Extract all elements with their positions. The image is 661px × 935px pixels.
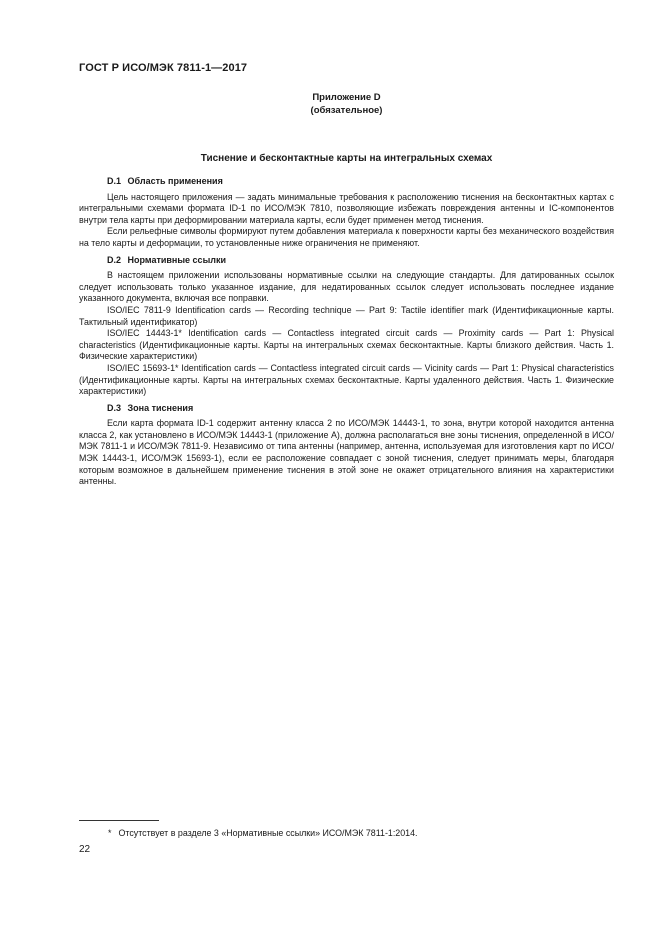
- document-body: [79, 176, 614, 488]
- annex-heading: [0, 92, 661, 117]
- section-heading-d3: [79, 403, 614, 415]
- annex-doc-title: [0, 153, 661, 164]
- footnote-mark: *: [108, 828, 112, 838]
- annex-title: Приложение D: [312, 92, 381, 103]
- section-number: D.2: [107, 254, 122, 265]
- section-title: Нормативные ссылки: [127, 254, 227, 265]
- reference-item: ISO/IEC 15693-1* Identification cards — Contactless integrated circuit cards — Vicinity cards — Part 1: Physical characteristics (Идентификационные карты. Карты на интегральных схемах бесконтактные. Карты удаленного действия. Часть 1. Физические характеристики): [79, 362, 614, 397]
- annex-status: (обязательное): [310, 104, 383, 116]
- page-number: 22: [79, 844, 91, 855]
- section-heading-d2: [79, 255, 614, 267]
- footnote-divider: [79, 820, 159, 821]
- paragraph: Если рельефные символы формируют путем добавления материала к поверхности карты без механического воздействия на тело карты и деформации, то установленные ниже ограничения не применяют.: [79, 226, 614, 248]
- section-title: Зона тиснения: [127, 402, 194, 413]
- footnote: [108, 828, 418, 838]
- document-id-header: ГОСТ Р ИСО/МЭК 7811-1—2017: [79, 62, 248, 74]
- reference-item: ISO/IEC 14443-1* Identification cards — Contactless integrated circuit cards — Proximity cards — Part 1: Physical characteristics (Идентификационные карты. Карты на интегральных схемах бесконтактные. Карты близкого действия. Часть 1. Физические характеристики): [79, 328, 614, 362]
- paragraph: В настоящем приложении использованы нормативные ссылки на следующие стандарты. Для датированных ссылок следует использовать только указанное издание, для недатированных ссылок следует использовать последнее издание указанного документа, включая все поправки.: [79, 270, 614, 304]
- reference-item: ISO/IEC 7811-9 Identification cards — Recording technique — Part 9: Tactile identifier mark (Идентификационные карты. Тактильный идентификатор): [79, 304, 614, 327]
- section-heading-d1: [79, 176, 614, 188]
- doc-title-text: Тиснение и бесконтактные карты на интегральных схемах: [200, 153, 493, 164]
- paragraph: Если карта формата ID-1 содержит антенну класса 2 по ИСО/МЭК 14443-1, то зона, внутри которой находится антенна класса 2, как установлено в ИСО/МЭК 14443-1 (приложение А), должна располагаться вне зоны тиснения, определенной в ИСО/МЭК 7811-1 и ИСО/МЭК 7811-9. Независимо от типа антенны (например, антенна, используемая для изготовления карт по ИСО/МЭК 14443-1, ИСО/МЭК 15693-1), если ее расположение совпадает с зоной тиснения, следует принимать меры, благодаря которым возможное в дальнейшем применение тиснения в этой зоне не окажет отрицательного влияния на характеристики антенны.: [79, 418, 614, 487]
- footnote-text: Отсутствует в разделе 3 «Нормативные ссылки» ИСО/МЭК 7811-1:2014.: [118, 828, 418, 838]
- paragraph: Цель настоящего приложения — задать минимальные требования к расположению тиснения на бесконтактных картах с интегральными схемами формата ID-1 по ИСО/МЭК 7810, позволяющие избежать повреждения антенны и IC-компонентов внутри тела карты при деформировании материала карты, если будет применен метод тиснения.: [79, 191, 614, 225]
- section-number: D.1: [107, 176, 122, 186]
- section-title: Область применения: [127, 176, 223, 186]
- section-number: D.3: [107, 402, 122, 413]
